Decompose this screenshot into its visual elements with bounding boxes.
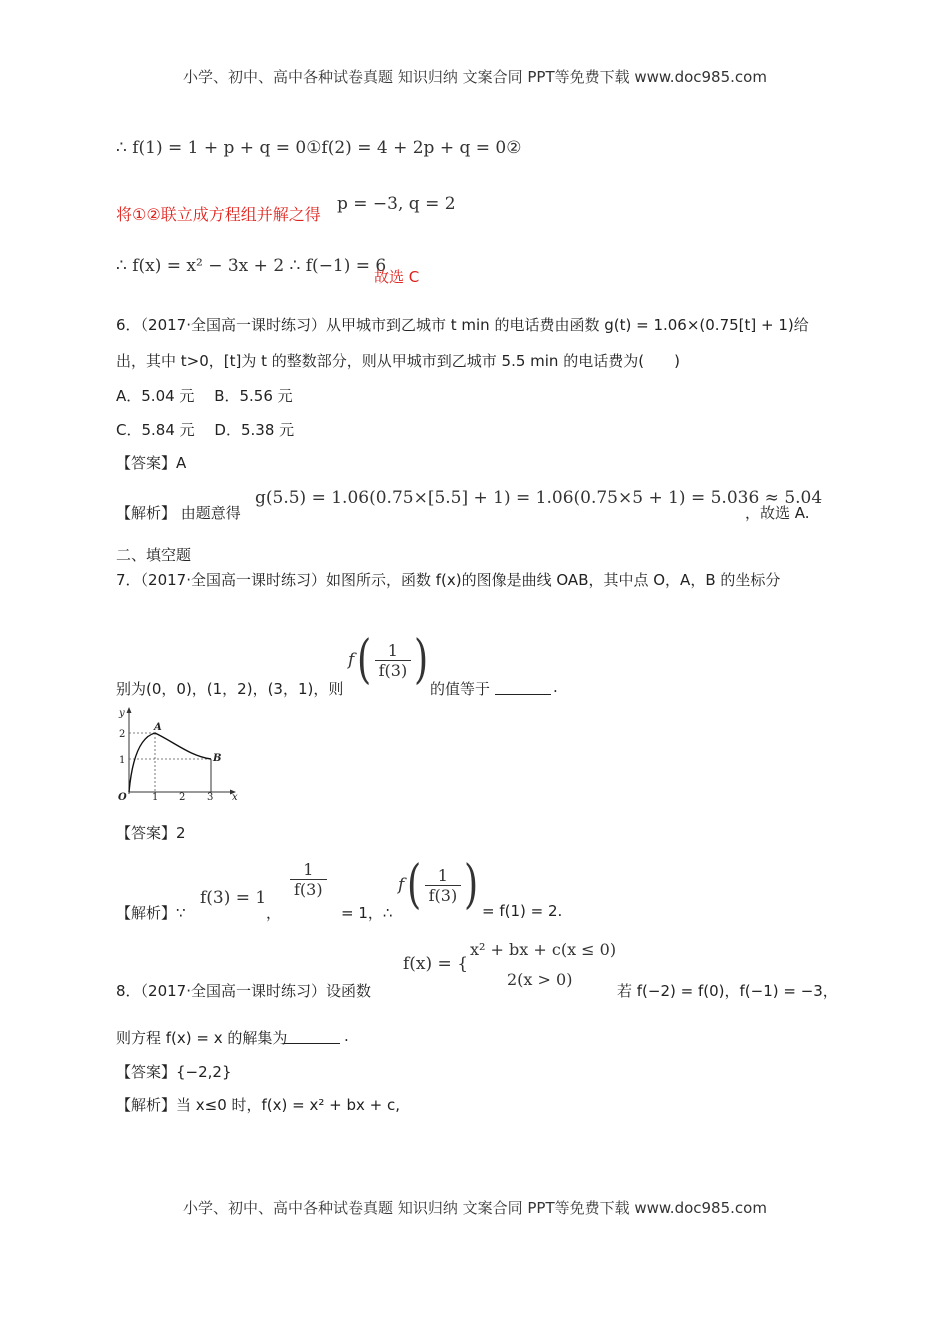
- y-axis-arrow-icon: [127, 707, 132, 713]
- tick-x-2: 2: [179, 792, 186, 800]
- y-axis-label: y: [119, 708, 125, 719]
- equation-line-1: ∴ f(1) = 1 + p + q = 0①f(2) = 4 + 2p + q = 0②: [116, 138, 522, 158]
- q8-piecewise-lhs: f(x) = {: [403, 954, 469, 974]
- q8-piece-2: 2(x > 0): [507, 970, 573, 989]
- q7-stem-line-2: 别为(0，0)，(1，2)，(3，1)，则: [116, 680, 344, 698]
- q7-analysis-expression: f ( $\frac{1}{f(3)}$ ): [398, 855, 479, 915]
- q8-stem-line-2: 则方程 f(x) = x 的解集为: [116, 1029, 288, 1047]
- point-b-label: B: [213, 753, 222, 764]
- q7-analysis-m1: f(3) = 1: [200, 888, 267, 908]
- solve-system-result: p = −3, q = 2: [337, 194, 456, 214]
- q7-analysis-fraction: [290, 860, 327, 899]
- q7-expr-denominator: f(3): [378, 660, 408, 680]
- q7-analysis-eq2: = f(1) = 2.: [482, 902, 563, 920]
- q7-blank: [495, 676, 551, 695]
- curve-oab: [129, 733, 211, 792]
- origin-label: O: [118, 792, 127, 800]
- choose-c-text: 故选 C: [374, 268, 420, 286]
- q6-stem-line-1: 6．（2017·全国高一课时练习）从甲城市到乙城市 t min 的电话费由函数 g(t) = 1.06×(0.75[t] + 1)给: [116, 316, 809, 334]
- q6-analysis-math: g(5.5) = 1.06(0.75×[5.5] + 1) = 1.06(0.75×5 + 1) = 5.036 ≈ 5.04: [255, 488, 823, 508]
- q8-answer: 【答案】{−2,2}: [116, 1063, 232, 1081]
- q7-analysis-comma: ，: [266, 904, 282, 922]
- x-axis-label: x: [232, 792, 238, 800]
- q7-expr-numerator: 1: [375, 641, 412, 661]
- q7-analysis-expr-numerator: 1: [425, 866, 462, 886]
- q8-analysis: 【解析】当 x≤0 时，f(x) = x² + bx + c,: [116, 1096, 401, 1114]
- q7-analysis-frac-denominator: f(3): [294, 880, 323, 899]
- q7-expr-f: f: [348, 650, 355, 670]
- tick-x-1: 1: [152, 792, 159, 800]
- q7-function-graph: [112, 704, 242, 800]
- q8-stem-end: .: [344, 1027, 349, 1045]
- q8-stem-pre: 8．（2017·全国高一课时练习）设函数: [116, 982, 371, 1000]
- equation-line-3: ∴ f(x) = x² − 3x + 2 ∴ f(−1) = 6: [116, 256, 387, 276]
- q6-analysis-label: 【解析】 由题意得: [116, 504, 241, 522]
- tick-y-1: 1: [119, 755, 126, 766]
- q7-analysis-frac-numerator: 1: [290, 860, 327, 880]
- q7-analysis-label: 【解析】∵: [116, 904, 186, 922]
- point-a-label: A: [154, 722, 162, 733]
- q7-stem-end: .: [553, 678, 558, 696]
- tick-x-3: 3: [207, 792, 214, 800]
- q8-piece-1: x² + bx + c(x ≤ 0): [470, 940, 617, 959]
- q6-answer: 【答案】A: [116, 454, 187, 472]
- q7-expr-fraction: [375, 641, 412, 680]
- q6-analysis-end: ，故选 A.: [745, 504, 810, 522]
- q7-answer: 【答案】2: [116, 824, 186, 842]
- q7-expression: f ( $\frac{1}{f(3)}$ ): [348, 630, 429, 690]
- page-header: 小学、初中、高中各种试卷真题 知识归纳 文案合同 PPT等免费下载 www.doc985.com: [183, 68, 767, 86]
- solve-system-text: 将①②联立成方程组并解之得: [116, 205, 321, 224]
- page-footer: 小学、初中、高中各种试卷真题 知识归纳 文案合同 PPT等免费下载 www.doc985.com: [183, 1199, 767, 1217]
- tick-y-2: 2: [119, 729, 126, 740]
- q7-analysis-eq1: = 1，∴: [341, 904, 393, 922]
- q8-blank: [284, 1025, 340, 1044]
- q8-stem-post: 若 f(−2) = f(0)，f(−1) = −3，: [617, 982, 838, 1000]
- q7-analysis-f: f: [398, 875, 405, 895]
- q6-options-ab: A．5.04 元 B．5.56 元: [116, 387, 293, 405]
- q7-stem-line-3: 的值等于: [430, 680, 491, 698]
- q6-options-cd: C．5.84 元 D．5.38 元: [116, 421, 295, 439]
- section-title-fill-blank: 二、填空题: [116, 546, 192, 564]
- q7-stem-line-1: 7．（2017·全国高一课时练习）如图所示，函数 f(x)的图像是曲线 OAB，其中点 O，A，B 的坐标分: [116, 571, 781, 589]
- q7-analysis-expr-denominator: f(3): [428, 885, 458, 905]
- q6-stem-line-2: 出，其中 t>0，[t]为 t 的整数部分，则从甲城市到乙城市 5.5 min 的电话费为( ): [116, 352, 680, 370]
